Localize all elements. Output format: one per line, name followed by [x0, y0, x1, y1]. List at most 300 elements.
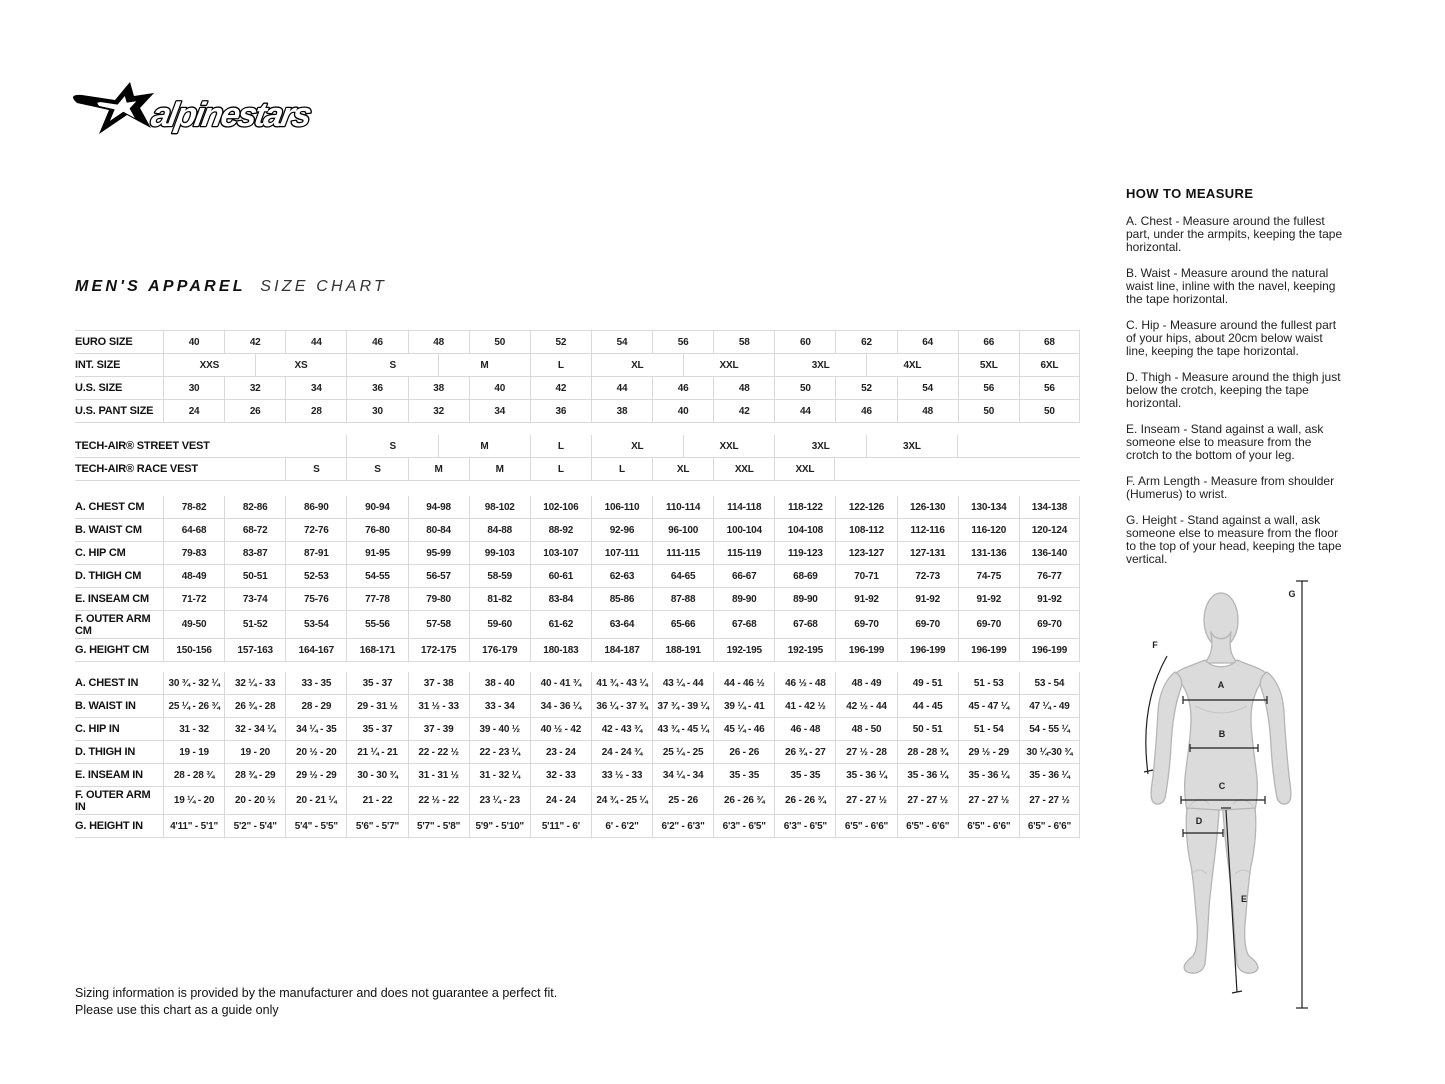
- table-cell: 57-58: [408, 611, 469, 638]
- table-cell: 6'3" - 6'5": [713, 815, 774, 837]
- table-cell: 26: [224, 400, 285, 422]
- table-cell: 64: [897, 331, 958, 353]
- table-cell: 36: [530, 400, 591, 422]
- table-cell: 41 ¾ - 43 ¼: [591, 672, 652, 694]
- alpinestars-logo: [70, 80, 330, 142]
- table-cell: 26 - 26 ¾: [774, 787, 835, 814]
- table-cell: 49-50: [163, 611, 224, 638]
- table-row: [75, 611, 1080, 639]
- table-cell: 32: [224, 377, 285, 399]
- table-cell: 107-111: [591, 542, 652, 564]
- label-g: G: [1288, 589, 1296, 599]
- table-cell: 42 ½ - 44: [835, 695, 896, 717]
- table-cell: 34 - 36 ¼: [530, 695, 591, 717]
- measure-instruction-waist: B. Waist - Measure around the natural waist line, inline with the navel, keeping the tape horizontal.: [1126, 266, 1336, 306]
- table-cell: 22 ½ - 22: [408, 787, 469, 814]
- table-cell: 83-87: [224, 542, 285, 564]
- table-cell: 62: [835, 331, 896, 353]
- table-cell: 36 ¼ - 37 ¾: [591, 695, 652, 717]
- table-cell: 5'2" - 5'4": [224, 815, 285, 837]
- table-cell: 73-74: [224, 588, 285, 610]
- table-cell: 150-156: [163, 639, 224, 661]
- table-row: [75, 400, 1080, 423]
- measure-instruction-hip: C. Hip - Measure around the fullest part of your hips, about 20cm below waist line, keeping the tape horizontal.: [1126, 318, 1337, 358]
- table-row: [75, 718, 1080, 741]
- table-cell: 66-67: [713, 565, 774, 587]
- table-cell: 108-112: [835, 519, 896, 541]
- label-f: F: [1152, 640, 1158, 650]
- table-row: [75, 377, 1080, 400]
- table-cell: 50 - 51: [897, 718, 958, 740]
- table-cell: 28 - 29: [285, 695, 346, 717]
- table-cell: 27 - 27 ½: [835, 787, 896, 814]
- table-cell: L: [530, 435, 591, 457]
- measure-instruction-chest: A. Chest - Measure around the fullest part, under the armpits, keeping the tape horizontal.: [1126, 214, 1343, 254]
- table-cell: 50: [774, 377, 835, 399]
- table-cell: 38 - 40: [469, 672, 530, 694]
- table-cell: 42: [530, 377, 591, 399]
- row-label: E. INSEAM IN: [75, 769, 143, 781]
- table-cell: 34 ¼ - 34: [652, 764, 713, 786]
- table-cell: 126-130: [897, 496, 958, 518]
- table-cell: XL: [591, 354, 683, 376]
- table-cell: 5'4" - 5'5": [285, 815, 346, 837]
- table-cell: M: [438, 354, 530, 376]
- table-cell: 66: [958, 331, 1019, 353]
- table-row: [75, 435, 1080, 458]
- table-cell: 74-75: [958, 565, 1019, 587]
- row-label: A. CHEST CM: [75, 501, 145, 513]
- table-cell: 3XL: [774, 435, 866, 457]
- how-to-measure-heading: HOW TO MEASURE: [1126, 186, 1254, 201]
- table-cell: 27 - 27 ½: [1019, 787, 1080, 814]
- table-cell: 23 ¼ - 23: [469, 787, 530, 814]
- table-cell: 51-52: [224, 611, 285, 638]
- table-cell: 5XL: [958, 354, 1019, 376]
- table-cell: 82-86: [224, 496, 285, 518]
- table-cell: 49 - 51: [897, 672, 958, 694]
- table-cell: 184-187: [591, 639, 652, 661]
- table-cell: 54: [591, 331, 652, 353]
- table-cell: 6'5" - 6'6": [897, 815, 958, 837]
- table-cell: 36: [346, 377, 407, 399]
- table-cell: 35 - 35: [774, 764, 835, 786]
- table-row: [75, 815, 1080, 838]
- table-cell: 32 - 33: [530, 764, 591, 786]
- table-cell: XL: [652, 458, 713, 480]
- table-cell-empty: [835, 458, 1080, 480]
- table-cell: 31 - 32 ¼: [469, 764, 530, 786]
- table-cell: 28 ¾ - 29: [224, 764, 285, 786]
- table-cell: 100-104: [713, 519, 774, 541]
- table-cell: 196-199: [1019, 639, 1080, 661]
- row-label: B. WAIST IN: [75, 700, 136, 712]
- table-cell: 99-103: [469, 542, 530, 564]
- table-cell: 55-56: [346, 611, 407, 638]
- table-cell: 118-122: [774, 496, 835, 518]
- row-label: C. HIP IN: [75, 723, 120, 735]
- table-cell: 131-136: [958, 542, 1019, 564]
- table-cell: 6' - 6'2": [591, 815, 652, 837]
- page-title-main: MEN'S APPAREL: [75, 278, 246, 295]
- table-cell: 24: [163, 400, 224, 422]
- table-cell: 44: [591, 377, 652, 399]
- table-cell: 39 ¼ - 41: [713, 695, 774, 717]
- table-cell: 70-71: [835, 565, 896, 587]
- table-cell: XXL: [713, 458, 774, 480]
- table-cell: 60-61: [530, 565, 591, 587]
- table-cell: 38: [408, 377, 469, 399]
- table-cell: 24 - 24: [530, 787, 591, 814]
- table-cell: 46 ½ - 48: [774, 672, 835, 694]
- table-cell: 43 ¼ - 44: [652, 672, 713, 694]
- table-cell: 50: [958, 400, 1019, 422]
- table-row: [75, 519, 1080, 542]
- table-cell: 48-49: [163, 565, 224, 587]
- table-cell: 72-73: [897, 565, 958, 587]
- table-cell: 91-92: [835, 588, 896, 610]
- table-cell: 127-131: [897, 542, 958, 564]
- table-cell: 53-54: [285, 611, 346, 638]
- table-cell: 19 - 19: [163, 741, 224, 763]
- table-cell: 180-183: [530, 639, 591, 661]
- table-row: [75, 741, 1080, 764]
- table-cell: 6XL: [1019, 354, 1080, 376]
- table-cell: 61-62: [530, 611, 591, 638]
- table-cell: 50: [469, 331, 530, 353]
- table-cell: 3XL: [774, 354, 866, 376]
- table-cell: 28 - 28 ¾: [163, 764, 224, 786]
- table-cell: 56-57: [408, 565, 469, 587]
- table-cell: 69-70: [897, 611, 958, 638]
- table-cell: 28 - 28 ¾: [897, 741, 958, 763]
- table-cell: M: [469, 458, 530, 480]
- table-cell: 29 ½ - 29: [958, 741, 1019, 763]
- table-cell: 98-102: [469, 496, 530, 518]
- footer-disclaimer: [75, 985, 557, 1019]
- measure-instruction-arm: F. Arm Length - Measure from shoulder (Humerus) to wrist.: [1126, 474, 1335, 501]
- table-cell: 32: [408, 400, 469, 422]
- table-cell: 47 ¼ - 49: [1019, 695, 1080, 717]
- table-cell: S: [285, 458, 346, 480]
- table-cell: 52: [835, 377, 896, 399]
- table-cell: XS: [255, 354, 347, 376]
- table-cell: 30 ¼-30 ¾: [1019, 741, 1080, 763]
- table-cell: 34: [469, 400, 530, 422]
- table-cell: 35 - 37: [346, 672, 407, 694]
- table-cell: 26 ¾ - 27: [774, 741, 835, 763]
- table-cell: 20 - 20 ½: [224, 787, 285, 814]
- table-cell: 30 - 30 ¾: [346, 764, 407, 786]
- table-cell: 33 - 35: [285, 672, 346, 694]
- row-label: TECH-AIR® STREET VEST: [75, 440, 210, 452]
- table-cell: 168-171: [346, 639, 407, 661]
- table-cell: 86-90: [285, 496, 346, 518]
- table-cell: 37 - 38: [408, 672, 469, 694]
- table-cell: 91-95: [346, 542, 407, 564]
- table-row: [75, 542, 1080, 565]
- table-cell: 48 - 49: [835, 672, 896, 694]
- table-cell: 88-92: [530, 519, 591, 541]
- table-cell: 116-120: [958, 519, 1019, 541]
- table-cell: 91-92: [897, 588, 958, 610]
- row-label: D. THIGH IN: [75, 746, 136, 758]
- table-cell: 48: [408, 331, 469, 353]
- table-cell: 60: [774, 331, 835, 353]
- table-cell: 6'5" - 6'6": [958, 815, 1019, 837]
- table-cell: 94-98: [408, 496, 469, 518]
- table-cell: 41 - 42 ½: [774, 695, 835, 717]
- table-cell: 46 - 48: [774, 718, 835, 740]
- table-cell: 46: [652, 377, 713, 399]
- table-cell: 32 ¼ - 33: [224, 672, 285, 694]
- table-cell: S: [346, 354, 438, 376]
- table-cell: 196-199: [958, 639, 1019, 661]
- table-cell: 188-191: [652, 639, 713, 661]
- row-label: INT. SIZE: [75, 359, 121, 371]
- table-cell: 42: [713, 400, 774, 422]
- table-cell: 6'5" - 6'6": [835, 815, 896, 837]
- table-cell: 24 - 24 ¾: [591, 741, 652, 763]
- table-cell: 172-175: [408, 639, 469, 661]
- table-cell: 69-70: [835, 611, 896, 638]
- table-cell: 40 - 41 ¾: [530, 672, 591, 694]
- table-cell: 29 - 31 ½: [346, 695, 407, 717]
- label-a: A: [1217, 680, 1225, 690]
- table-spacer: [75, 423, 1080, 435]
- table-cell: 68-69: [774, 565, 835, 587]
- row-label: U.S. PANT SIZE: [75, 405, 154, 417]
- table-cell: XXS: [163, 354, 255, 376]
- table-row: [75, 496, 1080, 519]
- table-cell: 87-91: [285, 542, 346, 564]
- table-cell: 102-106: [530, 496, 591, 518]
- measure-instruction-inseam: E. Inseam - Stand against a wall, ask someone else to measure from the crotch to the bottom of your leg.: [1126, 422, 1324, 462]
- table-cell: 136-140: [1019, 542, 1080, 564]
- table-cell-empty: [958, 435, 1080, 457]
- table-cell: XXL: [774, 458, 835, 480]
- table-cell: 39 - 40 ½: [469, 718, 530, 740]
- table-cell: 62-63: [591, 565, 652, 587]
- table-cell: 196-199: [897, 639, 958, 661]
- table-cell: 111-115: [652, 542, 713, 564]
- table-cell: 196-199: [835, 639, 896, 661]
- table-cell: 38: [591, 400, 652, 422]
- table-cell: 67-68: [774, 611, 835, 638]
- label-b: B: [1218, 729, 1226, 739]
- brand-wordmark: alpinestars: [148, 96, 313, 134]
- table-cell: 28: [285, 400, 346, 422]
- table-cell: 103-107: [530, 542, 591, 564]
- table-cell: 31 - 31 ½: [408, 764, 469, 786]
- table-cell: 84-88: [469, 519, 530, 541]
- measure-instruction-thigh: D. Thigh - Measure around the thigh just below the crotch, keeping the tape horizontal.: [1126, 370, 1341, 410]
- table-cell: 37 ¾ - 39 ¼: [652, 695, 713, 717]
- table-cell: 40 ½ - 42: [530, 718, 591, 740]
- table-cell: M: [408, 458, 469, 480]
- table-cell: 91-92: [958, 588, 1019, 610]
- table-cell: 157-163: [224, 639, 285, 661]
- label-d: D: [1195, 816, 1203, 826]
- table-cell: 51 - 54: [958, 718, 1019, 740]
- table-cell: 164-167: [285, 639, 346, 661]
- table-cell: 63-64: [591, 611, 652, 638]
- table-cell: 34: [285, 377, 346, 399]
- table-cell: 40: [163, 331, 224, 353]
- table-cell: 3XL: [866, 435, 958, 457]
- table-cell: 43 ¾ - 45 ¼: [652, 718, 713, 740]
- table-cell: 40: [469, 377, 530, 399]
- table-cell: 119-123: [774, 542, 835, 564]
- table-cell: 89-90: [774, 588, 835, 610]
- table-cell: 29 ½ - 29: [285, 764, 346, 786]
- table-cell: 46: [346, 331, 407, 353]
- table-cell: 56: [652, 331, 713, 353]
- row-label: F. OUTER ARM IN: [75, 788, 151, 813]
- table-cell: 58: [713, 331, 774, 353]
- table-cell: 6'5" - 6'6": [1019, 815, 1080, 837]
- table-cell: 192-195: [774, 639, 835, 661]
- table-cell: 5'7" - 5'8": [408, 815, 469, 837]
- body-measurement-figure: [1125, 568, 1325, 1023]
- table-cell: 22 - 22 ½: [408, 741, 469, 763]
- table-cell: 85-86: [591, 588, 652, 610]
- table-cell: 33 - 34: [469, 695, 530, 717]
- table-cell: 21 ¼ - 21: [346, 741, 407, 763]
- table-row: [75, 354, 1080, 377]
- table-row: [75, 672, 1080, 695]
- table-cell: 51 - 53: [958, 672, 1019, 694]
- alpinestars-star-icon: [73, 82, 154, 134]
- size-table: [75, 330, 1080, 838]
- table-row: [75, 764, 1080, 787]
- table-cell: 52: [530, 331, 591, 353]
- table-spacer: [75, 662, 1080, 672]
- measure-instruction-height: G. Height - Stand against a wall, ask someone else to measure from the floor to the top of your head, keeping the tape vertical.: [1126, 513, 1342, 566]
- footer-line-1: Sizing information is provided by the manufacturer and does not guarantee a perfect fit.: [75, 986, 558, 1000]
- table-cell: 176-179: [469, 639, 530, 661]
- table-cell: 54: [897, 377, 958, 399]
- table-row: [75, 787, 1080, 815]
- table-cell: 45 - 47 ¼: [958, 695, 1019, 717]
- table-cell: 30: [163, 377, 224, 399]
- how-to-measure-panel: [1126, 186, 1345, 579]
- table-cell: M: [438, 435, 530, 457]
- table-cell: 26 - 26 ¾: [713, 787, 774, 814]
- table-cell: 54-55: [346, 565, 407, 587]
- table-cell: 122-126: [835, 496, 896, 518]
- table-cell: 120-124: [1019, 519, 1080, 541]
- table-cell: 78-82: [163, 496, 224, 518]
- table-cell: 23 - 24: [530, 741, 591, 763]
- table-cell: 19 - 20: [224, 741, 285, 763]
- table-cell: 114-118: [713, 496, 774, 518]
- table-row: [75, 458, 1080, 481]
- table-cell: 72-76: [285, 519, 346, 541]
- table-cell: 22 - 23 ¼: [469, 741, 530, 763]
- table-cell: 106-110: [591, 496, 652, 518]
- table-cell: 79-83: [163, 542, 224, 564]
- table-row: [75, 588, 1080, 611]
- table-cell: 48: [897, 400, 958, 422]
- table-cell: 123-127: [835, 542, 896, 564]
- table-cell: 26 ¾ - 28: [224, 695, 285, 717]
- page-title: [75, 278, 387, 296]
- table-row: [75, 695, 1080, 718]
- table-cell: 53 - 54: [1019, 672, 1080, 694]
- table-cell: 65-66: [652, 611, 713, 638]
- table-cell: 67-68: [713, 611, 774, 638]
- table-cell: XXL: [683, 435, 775, 457]
- table-cell: 192-195: [713, 639, 774, 661]
- table-cell: XXL: [683, 354, 775, 376]
- table-cell: 48 - 50: [835, 718, 896, 740]
- table-cell: 25 ¼ - 25: [652, 741, 713, 763]
- table-cell: 19 ¼ - 20: [163, 787, 224, 814]
- table-cell: XL: [591, 435, 683, 457]
- row-label: B. WAIST CM: [75, 524, 142, 536]
- table-row: [75, 330, 1080, 354]
- table-cell: 92-96: [591, 519, 652, 541]
- table-cell: 68-72: [224, 519, 285, 541]
- table-cell: 37 - 39: [408, 718, 469, 740]
- table-cell: 69-70: [958, 611, 1019, 638]
- table-cell: 59-60: [469, 611, 530, 638]
- table-cell: 27 - 27 ½: [897, 787, 958, 814]
- table-cell: L: [530, 354, 591, 376]
- table-cell: 64-68: [163, 519, 224, 541]
- table-cell: 5'6" - 5'7": [346, 815, 407, 837]
- table-cell: 95-99: [408, 542, 469, 564]
- table-cell: 56: [1019, 377, 1080, 399]
- table-cell: 5'9" - 5'10": [469, 815, 530, 837]
- table-cell: 76-80: [346, 519, 407, 541]
- label-c: C: [1218, 781, 1226, 791]
- table-cell: 91-92: [1019, 588, 1080, 610]
- table-cell: 25 - 26: [652, 787, 713, 814]
- footer-line-2: Please use this chart as a guide only: [75, 1003, 279, 1017]
- table-cell: 27 - 27 ½: [958, 787, 1019, 814]
- table-cell: 54 - 55 ¼: [1019, 718, 1080, 740]
- table-cell: 35 - 36 ¼: [1019, 764, 1080, 786]
- table-cell: 50: [1019, 400, 1080, 422]
- table-cell: 64-65: [652, 565, 713, 587]
- table-cell: 21 - 22: [346, 787, 407, 814]
- row-label: E. INSEAM CM: [75, 593, 149, 605]
- table-cell: 104-108: [774, 519, 835, 541]
- table-cell: 48: [713, 377, 774, 399]
- table-cell: 4'11" - 5'1": [163, 815, 224, 837]
- table-cell: 79-80: [408, 588, 469, 610]
- table-cell: 44 - 46 ½: [713, 672, 774, 694]
- table-cell: 83-84: [530, 588, 591, 610]
- table-cell: 32 - 34 ¼: [224, 718, 285, 740]
- table-cell: 42 - 43 ¾: [591, 718, 652, 740]
- row-label: F. OUTER ARM CM: [75, 612, 151, 637]
- row-label: TECH-AIR® RACE VEST: [75, 463, 198, 475]
- table-cell: 40: [652, 400, 713, 422]
- table-cell: 75-76: [285, 588, 346, 610]
- row-label: U.S. SIZE: [75, 382, 123, 394]
- table-cell: 77-78: [346, 588, 407, 610]
- table-cell: 44: [774, 400, 835, 422]
- table-cell: 110-114: [652, 496, 713, 518]
- table-cell: 20 - 21 ¼: [285, 787, 346, 814]
- table-cell: 69-70: [1019, 611, 1080, 638]
- table-cell: 25 ¼ - 26 ¾: [163, 695, 224, 717]
- table-cell: S: [346, 458, 407, 480]
- table-cell: 4XL: [866, 354, 958, 376]
